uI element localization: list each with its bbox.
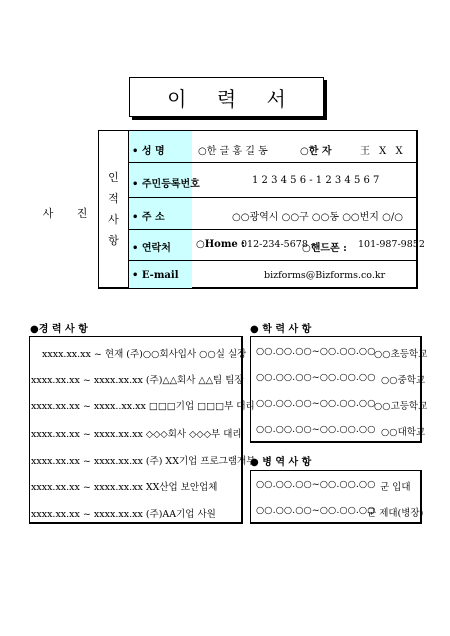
mobile-label: ○핸드폰 : [302, 243, 347, 254]
education-date: ○○.○○.○○~○○.○○.○○ [256, 398, 376, 409]
military-status: 군 입대 [380, 482, 411, 493]
career-item: xxxx.xx.xx ~ 현재 (주)○○회사입사 ○○실 실장 [42, 349, 247, 360]
mobile-phone: 101-987-9852 [358, 239, 425, 250]
email-label: • E-mail [132, 270, 179, 281]
education-date: ○○.○○.○○~○○.○○.○○ [256, 346, 376, 357]
vertical-char: 항 [108, 234, 119, 247]
home-phone: 012-234-5678 [241, 239, 308, 250]
education-date: ○○.○○.○○~○○.○○.○○ [256, 424, 376, 435]
address-label: • 주 소 [132, 212, 165, 223]
career-item: xxxx.xx.xx ~ xxxx.xx.xx XX산업 보안업체 [31, 482, 218, 493]
address-value: ○○광역시 ○○구 ○○동 ○○번지 ○/○ [232, 212, 403, 223]
rrn-value: 1 2 3 4 5 6 - 1 2 3 4 5 6 7 [252, 175, 380, 186]
contact-label: • 연락처 [132, 243, 171, 254]
row-divider [128, 197, 417, 198]
vertical-char: 사 [108, 213, 119, 226]
document-title: 이 력 서 [129, 77, 324, 117]
name-hangul: ○한 글 홍 길 동 [198, 146, 268, 157]
home-label: ○Home : [196, 239, 245, 250]
education-section-title: ● 학 력 사 항 [250, 324, 312, 335]
education-school: ○○고등학교 [374, 401, 428, 412]
row-divider [128, 229, 417, 230]
military-status: 군 제대(병장) [367, 508, 424, 519]
rrn-label: • 주민등록번호 [132, 179, 200, 190]
vertical-char: 적 [108, 192, 119, 205]
military-section-title: ● 병 역 사 항 [250, 457, 312, 468]
email-value: bizforms@Bizforms.co.kr [264, 270, 386, 281]
education-school: ○○중학교 [381, 375, 426, 386]
career-section-title: ●경 력 사 항 [30, 324, 88, 335]
career-item: xxxx.xx.xx ~ xxxx..xx.xx □□□기업 □□□부 대리 [31, 401, 255, 412]
military-date: ○○.○○.○○~○○.○○.○○ [256, 479, 376, 490]
photo-placeholder: 사 진 [42, 207, 98, 220]
career-item: xxxx.xx.xx ~ xxxx.xx.xx (주)△△회사 △△팀 팀장 [31, 375, 244, 386]
personal-info-vertical-label [99, 131, 128, 287]
row-divider [128, 260, 417, 261]
education-school: ○○초등학교 [374, 349, 428, 360]
name-hanja: 王 X X [360, 146, 406, 157]
education-date: ○○.○○.○○~○○.○○.○○ [256, 372, 376, 383]
name-label: • 성 명 [132, 146, 165, 157]
vertical-char: 인 [108, 171, 119, 184]
career-item: xxxx.xx.xx ~ xxxx.xx.xx ◇◇◇회사 ◇◇◇부 대리 [31, 429, 242, 440]
career-item: xxxx.xx.xx ~ xxxx.xx.xx (주)AA기업 사원 [31, 509, 216, 520]
career-item: xxxx.xx.xx ~ xxxx.xx.xx (주) XX기업 프로그램개부 [31, 456, 256, 467]
row-divider [128, 162, 417, 163]
military-date: ○○.○○.○○~○○.○○.○○ [256, 505, 376, 516]
education-school: ○○대학교 [381, 427, 426, 438]
name-hanja-label: ○한 자 [300, 146, 332, 157]
